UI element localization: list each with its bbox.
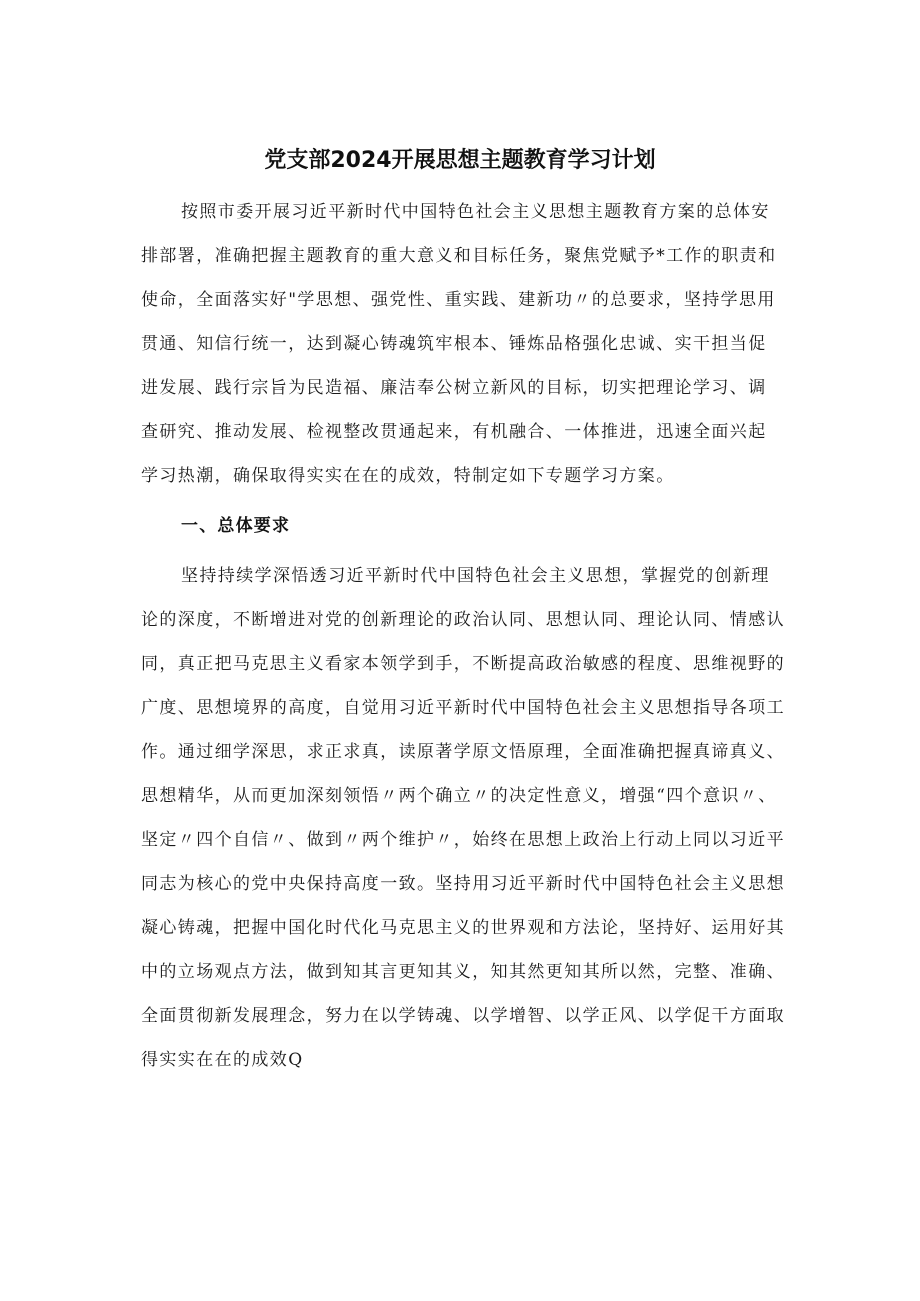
paragraph-line: 得实实在在的成效Q: [141, 1050, 304, 1070]
paragraph-line: 使命，全面落实好"学思想、强党性、重实践、建新功〃的总要求，坚持学思用: [141, 290, 776, 310]
paragraph-line: 同，真正把马克思主义看家本领学到手，不断提高政治敏感的程度、思维视野的: [141, 654, 785, 674]
paragraph-line: 同志为核心的党中央保持高度一致。坚持用习近平新时代中国特色社会主义思想: [141, 874, 785, 894]
paragraph-line: 贯通、知信行统一，达到凝心铸魂筑牢根本、锤炼品格强化忠诚、实干担当促: [141, 334, 767, 354]
paragraph-line: 中的立场观点方法，做到知其言更知其义，知其然更知其所以然，完整、准确、: [141, 962, 785, 982]
paragraph-line: 学习热潮，确保取得实实在在的成效，特制定如下专题学习方案。: [141, 466, 675, 486]
paragraph-line: 广度、思想境界的高度，自觉用习近平新时代中国特色社会主义思想指导各项工: [141, 698, 785, 718]
paragraph-line: 坚定〃四个自信〃、做到〃两个维护〃，始终在思想上政治上行动上同以习近平: [141, 830, 785, 850]
paragraph-line: 全面贯彻新发展理念，努力在以学铸魂、以学增智、以学正风、以学促干方面取: [141, 1006, 785, 1026]
paragraph-line: 按照市委开展习近平新时代中国特色社会主义思想主题教育方案的总体安: [181, 202, 770, 222]
section-heading: 一、总体要求: [181, 516, 291, 536]
paragraph-line: 凝心铸魂，把握中国化时代化马克思主义的世界观和方法论，坚持好、运用好其: [141, 918, 785, 938]
paragraph-line: 查研究、推动发展、检视整改贯通起来，有机融合、一体推进，迅速全面兴起: [141, 422, 767, 442]
paragraph-line: 思想精华，从而更加深刻领悟〃两个确立〃的决定性意义，增强“四个意识〃、: [141, 786, 777, 806]
paragraph-line: 坚持持续学深悟透习近平新时代中国特色社会主义思想，掌握党的创新理: [181, 566, 770, 586]
paragraph-line: 作。通过细学深思，求正求真，读原著学原文悟原理，全面准确把握真谛真义、: [141, 742, 785, 762]
document-title: 党支部2024开展思想主题教育学习计划: [264, 148, 656, 173]
paragraph-line: 排部署，准确把握主题教育的重大意义和目标任务，聚焦党赋予*工作的职责和: [141, 246, 777, 266]
paragraph-line: 进发展、践行宗旨为民造福、廉洁奉公树立新风的目标，切实把理论学习、调: [141, 378, 767, 398]
paragraph-line: 论的深度，不断增进对党的创新理论的政治认同、思想认同、理论认同、情感认: [141, 610, 785, 630]
